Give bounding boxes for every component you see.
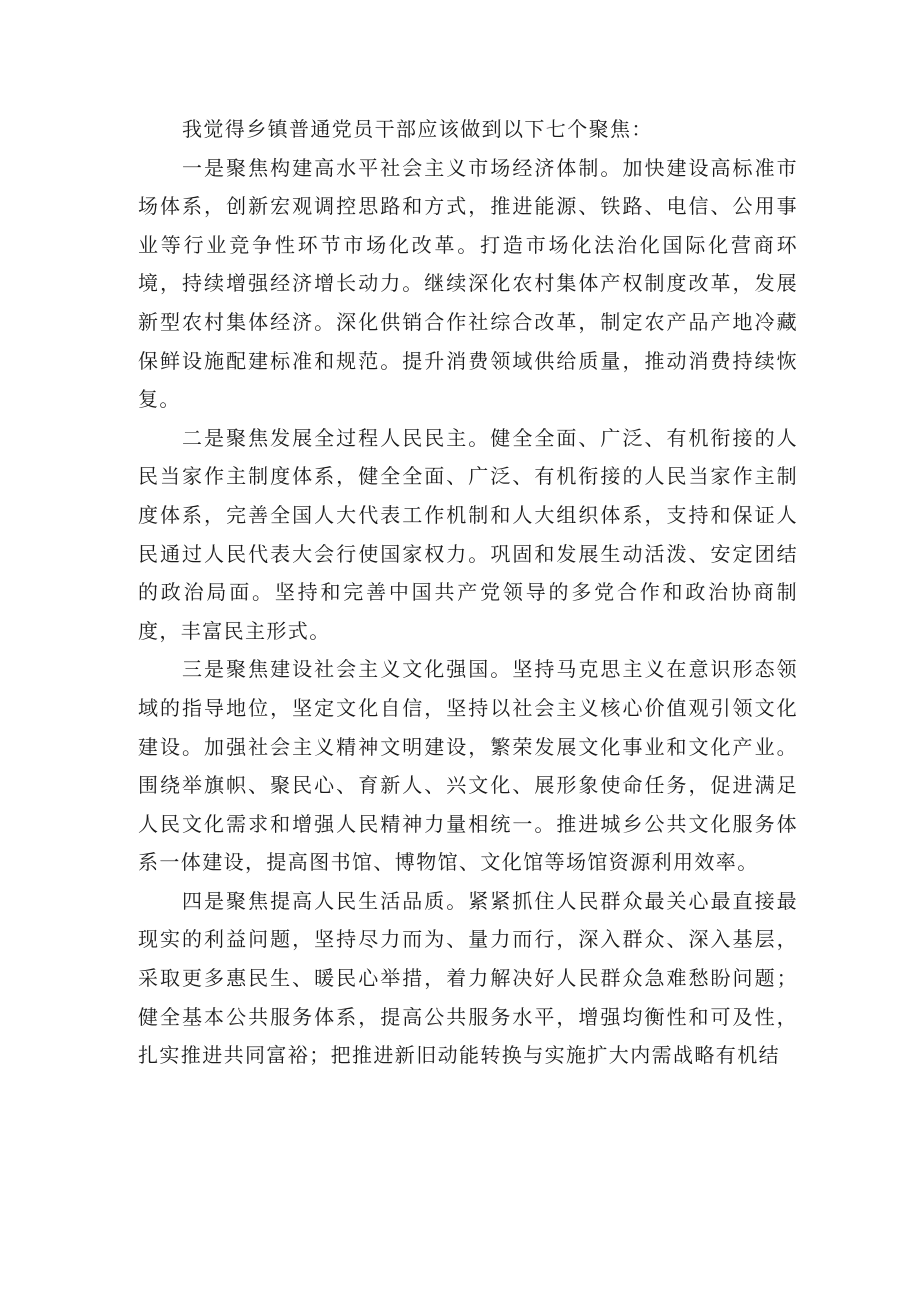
intro-paragraph: 我觉得乡镇普通党员干部应该做到以下七个聚焦： (182, 117, 653, 141)
paragraph-focus-2: 二是聚焦发展全过程人民民主。健全全面、广泛、有机衔接的人民当家作主制度体系，健全全面、广泛、有机衔接的人民当家作主制度体系，完善全国人大代表工作机制和人大组织体系，支持和保证人民通过人民代表大会行使国家权力。巩固和发展生动活泼、安定团结的政治局面。坚持和完善中国共产党领导的多党合作和政治协商制度，丰富民主形式。 (138, 425, 798, 643)
document-body (138, 110, 798, 1075)
paragraph-focus-3: 三是聚焦建设社会主义文化强国。坚持马克思主义在意识形态领域的指导地位，坚定文化自信，坚持以社会主义核心价值观引领文化建设。加强社会主义精神文明建设，繁荣发展文化事业和文化产业。围绕举旗帜、聚民心、育新人、兴文化、展形象使命任务，促进满足人民文化需求和增强人民精神力量相统一。推进城乡公共文化服务体系一体建设，提高图书馆、博物馆、文化馆等场馆资源利用效率。 (138, 657, 798, 875)
paragraph-focus-4: 四是聚焦提高人民生活品质。紧紧抓住人民群众最关心最直接最现实的利益问题，坚持尽力而为、量力而行，深入群众、深入基层，采取更多惠民生、暖民心举措，着力解决好人民群众急难愁盼问题；健全基本公共服务体系，提高公共服务水平，增强均衡性和可及性，扎实推进共同富裕；把推进新旧动能转换与实施扩大内需战略有机结 (138, 888, 798, 1068)
paragraph-focus-1: 一是聚焦构建高水平社会主义市场经济体制。加快建设高标准市场体系，创新宏观调控思路和方式，推进能源、铁路、电信、公用事业等行业竞争性环节市场化改革。打造市场化法治化国际化营商环境，持续增强经济增长动力。继续深化农村集体产权制度改革，发展新型农村集体经济。深化供销合作社综合改革，制定农产品产地冷藏保鲜设施配建标准和规范。提升消费领域供给质量，推动消费持续恢复。 (138, 155, 798, 412)
